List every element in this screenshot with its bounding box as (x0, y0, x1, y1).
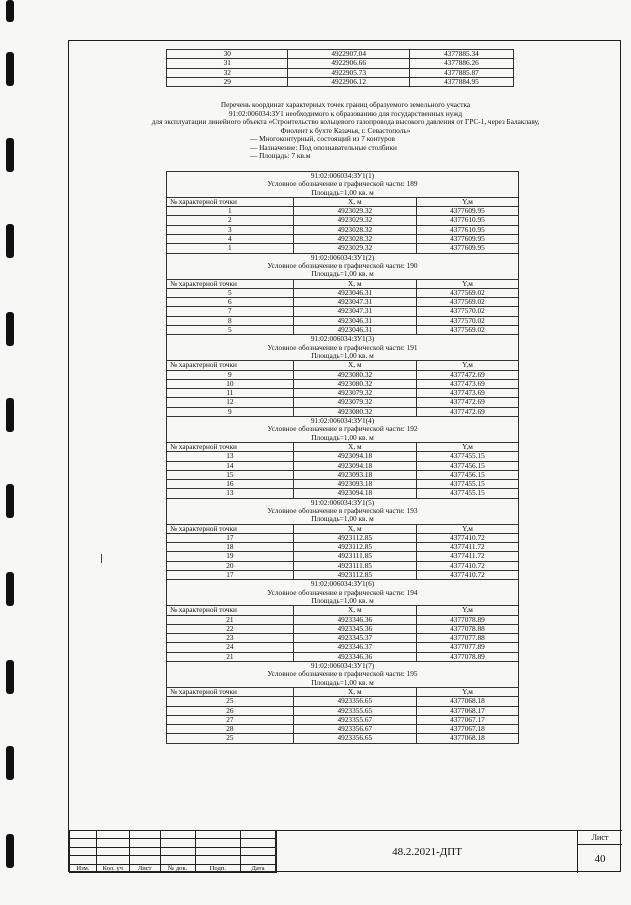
x-coordinate-cell: 4923356.67 (293, 725, 416, 734)
x-coordinate-cell: 4923047.31 (293, 307, 416, 316)
intro-line: 91:02:006034:ЗУ1 необходимого к образованию для государственных нужд (228, 108, 463, 118)
y-header: Y,м (416, 442, 518, 451)
table-row (167, 68, 514, 77)
table-row (167, 398, 519, 407)
point-number-cell: 5 (167, 326, 294, 335)
point-number-cell: 4 (167, 235, 294, 244)
point-number-cell: 30 (167, 50, 288, 59)
y-coordinate-cell: 4377068.18 (416, 734, 518, 743)
revision-column-label: № док. (160, 864, 195, 872)
binder-mark (6, 484, 14, 518)
x-coordinate-cell: 4923094.18 (293, 489, 416, 498)
continued-coordinates-table (166, 49, 514, 87)
x-coordinate-cell: 4923046.31 (293, 316, 416, 325)
point-number-cell: 27 (167, 715, 294, 724)
table-row (167, 715, 519, 724)
table-row (167, 561, 519, 570)
point-number-cell: 24 (167, 643, 294, 652)
x-coordinate-cell: 4923093.18 (293, 470, 416, 479)
table-row (167, 207, 519, 216)
x-header: X, м (293, 524, 416, 533)
point-number-cell: 21 (167, 615, 294, 624)
point-number-cell: 23 (167, 634, 294, 643)
intro-bullet: — Площадь: 7 кв.м (250, 151, 311, 160)
point-number-cell: 13 (167, 489, 294, 498)
x-coordinate-cell: 4923079.32 (293, 389, 416, 398)
x-coordinate-cell: 4923346.36 (293, 652, 416, 661)
x-coordinate-cell: 4923112.85 (293, 533, 416, 542)
point-number-cell: 5 (167, 288, 294, 297)
y-coordinate-cell: 4377068.17 (416, 706, 518, 715)
point-number-header: № характерной точки (167, 687, 294, 696)
y-coordinate-cell: 4377078.89 (416, 652, 518, 661)
x-coordinate-cell: 4923355.65 (293, 706, 416, 715)
table-row (167, 288, 519, 297)
revision-column-label: Изм. (70, 864, 97, 872)
y-coordinate-cell: 4377885.34 (409, 50, 513, 59)
contour-id: 91:02:006034:ЗУ1(2) (167, 253, 519, 262)
point-number-header: № характерной точки (167, 442, 294, 451)
point-number-cell: 9 (167, 370, 294, 379)
y-coordinate-cell: 4377610.95 (416, 216, 518, 225)
table-row (167, 470, 519, 479)
contour-heading-row (167, 589, 519, 597)
y-coordinate-cell: 4377067.17 (416, 715, 518, 724)
table-row (167, 407, 519, 416)
table-row (167, 50, 514, 59)
intro-bullet: — Назначение: Под опознавательные столбики (250, 142, 397, 152)
contour-heading-row (167, 253, 519, 262)
sheet-label: Лист (578, 831, 622, 845)
contour-heading-row (167, 172, 519, 181)
sheet-box (577, 830, 622, 873)
table-row (167, 533, 519, 542)
contour-area: Площадь=1,00 кв. м (167, 270, 519, 279)
intro-text (79, 101, 612, 161)
x-coordinate-cell: 4923346.37 (293, 643, 416, 652)
table-row (167, 216, 519, 225)
y-coordinate-cell: 4377569.02 (416, 298, 518, 307)
contour-legend: Условное обозначение в графической части: 189 (167, 180, 519, 188)
point-number-cell: 32 (167, 68, 288, 77)
table-row (167, 370, 519, 379)
point-number-cell: 1 (167, 244, 294, 253)
intro-line: для эксплуатации линейного объекта «Строительство кольцевого газопровода высокого давления от ГРС-1, через Балаклаву, (151, 117, 540, 126)
intro-line: Перечень координат характерных точек границ образуемого земельного участка (220, 100, 471, 109)
table-row (167, 326, 519, 335)
table-row (167, 697, 519, 706)
point-number-cell: 12 (167, 398, 294, 407)
point-number-cell: 29 (167, 77, 288, 86)
y-coordinate-cell: 4377410.72 (416, 561, 518, 570)
contour-heading-row (167, 262, 519, 270)
binder-mark (6, 312, 14, 346)
binder-mark (6, 746, 14, 780)
contour-area: Площадь=1,00 кв. м (167, 597, 519, 606)
y-header: Y,м (416, 197, 518, 206)
contour-legend: Условное обозначение в графической части: 193 (167, 507, 519, 515)
table-row (167, 624, 519, 633)
point-number-cell: 18 (167, 543, 294, 552)
x-coordinate-cell: 4923345.36 (293, 624, 416, 633)
table-row (167, 615, 519, 624)
contour-area: Площадь=1,00 кв. м (167, 352, 519, 361)
contour-legend: Условное обозначение в графической части: 191 (167, 344, 519, 352)
column-header-row (167, 361, 519, 370)
x-header: X, м (293, 197, 416, 206)
x-coordinate-cell: 4923046.31 (293, 288, 416, 297)
y-coordinate-cell: 4377609.95 (416, 207, 518, 216)
y-coordinate-cell: 4377569.02 (416, 288, 518, 297)
point-number-cell: 10 (167, 379, 294, 388)
point-number-cell: 25 (167, 734, 294, 743)
y-header: Y,м (416, 279, 518, 288)
point-number-cell: 6 (167, 298, 294, 307)
x-coordinate-cell: 4922905.73 (288, 68, 409, 77)
contour-id: 91:02:006034:ЗУ1(7) (167, 662, 519, 671)
y-coordinate-cell: 4377472.69 (416, 370, 518, 379)
y-header: Y,м (416, 606, 518, 615)
table-row (167, 225, 519, 234)
column-header-row (167, 279, 519, 288)
point-number-cell: 28 (167, 725, 294, 734)
table-row (167, 634, 519, 643)
point-number-cell: 3 (167, 225, 294, 234)
x-coordinate-cell: 4923080.32 (293, 379, 416, 388)
x-header: X, м (293, 687, 416, 696)
point-number-cell: 26 (167, 706, 294, 715)
contour-heading-row (167, 515, 519, 524)
point-number-cell: 25 (167, 697, 294, 706)
contour-legend: Условное обозначение в графической части: 190 (167, 262, 519, 270)
table-row (167, 480, 519, 489)
contour-heading-row (167, 417, 519, 426)
y-coordinate-cell: 4377609.95 (416, 244, 518, 253)
revision-column-label: Дата (240, 864, 275, 872)
contour-area: Площадь=1,00 кв. м (167, 189, 519, 198)
x-coordinate-cell: 4923345.37 (293, 634, 416, 643)
table-row (167, 77, 514, 86)
table-row (167, 725, 519, 734)
point-number-cell: 14 (167, 461, 294, 470)
x-coordinate-cell: 4922906.66 (288, 59, 409, 68)
contour-heading-row (167, 189, 519, 198)
x-header: X, м (293, 361, 416, 370)
point-number-cell: 31 (167, 59, 288, 68)
revision-block (69, 830, 276, 873)
contour-legend: Условное обозначение в графической части: 195 (167, 670, 519, 678)
y-coordinate-cell: 4377473.69 (416, 379, 518, 388)
y-coordinate-cell: 4377886.26 (409, 59, 513, 68)
contour-heading-row (167, 580, 519, 589)
sheet-number: 40 (594, 853, 606, 865)
y-coordinate-cell: 4377472.69 (416, 398, 518, 407)
contour-legend: Условное обозначение в графической части: 192 (167, 425, 519, 433)
point-number-header: № характерной точки (167, 606, 294, 615)
y-coordinate-cell: 4377078.88 (416, 624, 518, 633)
binder-mark (6, 660, 14, 694)
y-coordinate-cell: 4377609.95 (416, 235, 518, 244)
x-coordinate-cell: 4923346.36 (293, 615, 416, 624)
x-coordinate-cell: 4923093.18 (293, 480, 416, 489)
y-coordinate-cell: 4377456.15 (416, 470, 518, 479)
point-number-header: № характерной точки (167, 279, 294, 288)
binder-mark (6, 398, 14, 432)
contour-heading-row (167, 498, 519, 507)
table-row (167, 379, 519, 388)
x-coordinate-cell: 4923080.32 (293, 407, 416, 416)
y-coordinate-cell: 4377411.72 (416, 552, 518, 561)
x-header: X, м (293, 606, 416, 615)
x-coordinate-cell: 4923028.32 (293, 225, 416, 234)
y-coordinate-cell: 4377078.89 (416, 615, 518, 624)
table-row (167, 643, 519, 652)
contour-heading-row (167, 507, 519, 515)
drawing-frame (68, 40, 621, 872)
point-number-cell: 22 (167, 624, 294, 633)
intro-line: Фиолент к бухте Казачья, г. Севастополь» (280, 125, 411, 135)
table-row (167, 316, 519, 325)
y-coordinate-cell: 4377610.95 (416, 225, 518, 234)
x-coordinate-cell: 4923046.31 (293, 326, 416, 335)
binder-mark (6, 0, 14, 22)
table-row (167, 244, 519, 253)
contour-area: Площадь=1,00 кв. м (167, 679, 519, 688)
point-number-header: № характерной точки (167, 524, 294, 533)
column-header-row (167, 687, 519, 696)
table-row (167, 298, 519, 307)
x-coordinate-cell: 4923029.32 (293, 207, 416, 216)
x-header: X, м (293, 279, 416, 288)
contour-id: 91:02:006034:ЗУ1(6) (167, 580, 519, 589)
contour-heading-row (167, 270, 519, 279)
y-coordinate-cell: 4377570.02 (416, 307, 518, 316)
contours-coordinates-table (166, 171, 519, 744)
contour-heading-row (167, 344, 519, 352)
y-coordinate-cell: 4377569.02 (416, 326, 518, 335)
table-row (167, 543, 519, 552)
x-coordinate-cell: 4923028.32 (293, 235, 416, 244)
table-row (167, 652, 519, 661)
y-coordinate-cell: 4377077.88 (416, 634, 518, 643)
point-number-cell: 20 (167, 561, 294, 570)
y-coordinate-cell: 4377885.87 (409, 68, 513, 77)
point-number-cell: 19 (167, 552, 294, 561)
y-coordinate-cell: 4377455.15 (416, 452, 518, 461)
contour-heading-row (167, 425, 519, 433)
y-header: Y,м (416, 524, 518, 533)
column-header-row (167, 606, 519, 615)
point-number-cell: 7 (167, 307, 294, 316)
point-number-cell: 8 (167, 316, 294, 325)
x-coordinate-cell: 4923080.32 (293, 370, 416, 379)
point-number-cell: 21 (167, 652, 294, 661)
y-coordinate-cell: 4377473.69 (416, 389, 518, 398)
y-header: Y,м (416, 361, 518, 370)
column-header-row (167, 524, 519, 533)
table-row (167, 452, 519, 461)
contour-area: Площадь=1,00 кв. м (167, 515, 519, 524)
y-coordinate-cell: 4377411.72 (416, 543, 518, 552)
point-number-cell: 16 (167, 480, 294, 489)
binder-mark (6, 224, 14, 258)
contour-heading-row (167, 679, 519, 688)
y-header: Y,м (416, 687, 518, 696)
x-coordinate-cell: 4923355.67 (293, 715, 416, 724)
contour-id: 91:02:006034:ЗУ1(5) (167, 498, 519, 507)
contour-heading-row (167, 662, 519, 671)
document-code: 48.2.2021-ДПТ (276, 830, 577, 873)
point-number-cell: 1 (167, 207, 294, 216)
point-number-cell: 17 (167, 571, 294, 580)
point-number-cell: 15 (167, 470, 294, 479)
table-row (167, 489, 519, 498)
contour-id: 91:02:006034:ЗУ1(1) (167, 172, 519, 181)
x-coordinate-cell: 4923047.31 (293, 298, 416, 307)
x-coordinate-cell: 4923079.32 (293, 398, 416, 407)
binder-mark (6, 138, 14, 172)
y-coordinate-cell: 4377884.95 (409, 77, 513, 86)
table-row (167, 235, 519, 244)
x-coordinate-cell: 4923094.18 (293, 452, 416, 461)
point-number-header: № характерной точки (167, 361, 294, 370)
contour-id: 91:02:006034:ЗУ1(3) (167, 335, 519, 344)
column-header-row (167, 197, 519, 206)
contour-heading-row (167, 180, 519, 188)
x-coordinate-cell: 4923356.65 (293, 697, 416, 706)
x-coordinate-cell: 4923111.85 (293, 552, 416, 561)
y-coordinate-cell: 4377068.18 (416, 697, 518, 706)
contour-heading-row (167, 434, 519, 443)
x-header: X, м (293, 442, 416, 451)
table-row (167, 571, 519, 580)
binder-mark (6, 834, 14, 868)
table-row (167, 307, 519, 316)
table-row (167, 461, 519, 470)
y-coordinate-cell: 4377410.72 (416, 533, 518, 542)
y-coordinate-cell: 4377077.89 (416, 643, 518, 652)
x-coordinate-cell: 4923356.65 (293, 734, 416, 743)
y-coordinate-cell: 4377410.72 (416, 571, 518, 580)
y-coordinate-cell: 4377455.15 (416, 480, 518, 489)
y-coordinate-cell: 4377455.15 (416, 489, 518, 498)
x-coordinate-cell: 4922907.04 (288, 50, 409, 59)
binder-mark (6, 52, 14, 86)
x-coordinate-cell: 4923029.32 (293, 216, 416, 225)
contour-heading-row (167, 670, 519, 678)
point-number-cell: 9 (167, 407, 294, 416)
contour-heading-row (167, 335, 519, 344)
y-coordinate-cell: 4377472.69 (416, 407, 518, 416)
point-number-header: № характерной точки (167, 197, 294, 206)
contour-heading-row (167, 352, 519, 361)
x-coordinate-cell: 4923112.85 (293, 543, 416, 552)
revision-column-label: Кол. уч (96, 864, 129, 872)
y-coordinate-cell: 4377067.18 (416, 725, 518, 734)
binder-mark (6, 572, 14, 606)
x-coordinate-cell: 4923029.32 (293, 244, 416, 253)
table-row (167, 706, 519, 715)
x-coordinate-cell: 4923112.85 (293, 571, 416, 580)
table-row (167, 389, 519, 398)
y-coordinate-cell: 4377570.02 (416, 316, 518, 325)
y-coordinate-cell: 4377456.15 (416, 461, 518, 470)
column-header-row (167, 442, 519, 451)
contour-legend: Условное обозначение в графической части: 194 (167, 589, 519, 597)
contour-id: 91:02:006034:ЗУ1(4) (167, 417, 519, 426)
contour-area: Площадь=1,00 кв. м (167, 434, 519, 443)
x-coordinate-cell: 4923094.18 (293, 461, 416, 470)
x-coordinate-cell: 4922906.12 (288, 77, 409, 86)
intro-bullet: — Многоконтурный, состоящий из 7 контуров (250, 134, 395, 143)
revision-column-label: Лист (129, 864, 160, 872)
point-number-cell: 17 (167, 533, 294, 542)
table-row (167, 734, 519, 743)
point-number-cell: 11 (167, 389, 294, 398)
table-row (167, 552, 519, 561)
x-coordinate-cell: 4923111.85 (293, 561, 416, 570)
table-row (167, 59, 514, 68)
point-number-cell: 13 (167, 452, 294, 461)
revision-column-label: Подп. (195, 864, 240, 872)
contour-heading-row (167, 597, 519, 606)
point-number-cell: 2 (167, 216, 294, 225)
